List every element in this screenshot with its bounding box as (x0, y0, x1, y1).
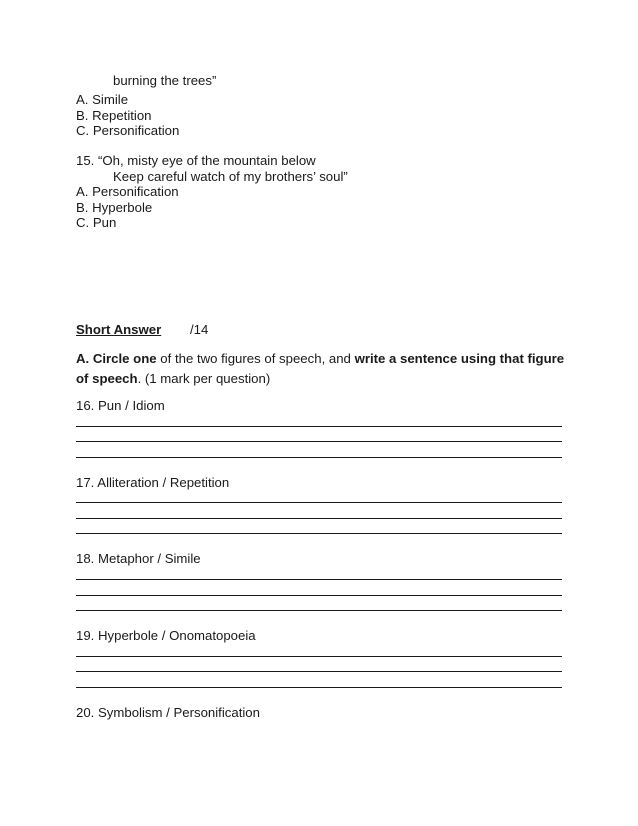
q19-answer-line-1[interactable] (76, 656, 562, 657)
q16-answer-line-1[interactable] (76, 426, 562, 427)
q16-answer-line-3[interactable] (76, 457, 562, 458)
q19-answer-line-3[interactable] (76, 687, 562, 688)
instructions-text-2: . (1 mark per question) (137, 371, 271, 386)
q14-option-c: C. Personification (76, 123, 180, 138)
instructions-bold-2: write a sentence using that figure of speech (76, 351, 565, 386)
q19-answer-line-2[interactable] (76, 671, 562, 672)
instructions (76, 349, 566, 389)
q14-option-a: A. Simile (76, 92, 129, 107)
q15-quote-line2: Keep careful watch of my brothers’ soul” (113, 169, 348, 184)
q15-option-c: C. Pun (76, 215, 117, 230)
q17-label: 17. Alliteration / Repetition (76, 475, 230, 490)
q14-quote-end: burning the trees” (113, 73, 217, 88)
q20-label: 20. Symbolism / Personification (76, 705, 260, 720)
q15-option-a: A. Personification (76, 184, 179, 199)
q15-option-b: B. Hyperbole (76, 200, 153, 215)
q18-answer-line-2[interactable] (76, 595, 562, 596)
q14-option-b: B. Repetition (76, 108, 152, 123)
q19-label: 19. Hyperbole / Onomatopoeia (76, 628, 256, 643)
q17-answer-line-2[interactable] (76, 518, 562, 519)
q18-answer-line-1[interactable] (76, 579, 562, 580)
q17-answer-line-3[interactable] (76, 533, 562, 534)
section-title: Short Answer (76, 322, 162, 337)
instructions-part-label: A. Circle one (76, 351, 157, 366)
section-marks: /14 (190, 322, 209, 337)
q16-label: 16. Pun / Idiom (76, 398, 165, 413)
instructions-text-1: of the two figures of speech, and (156, 351, 355, 366)
q18-answer-line-3[interactable] (76, 610, 562, 611)
q16-answer-line-2[interactable] (76, 441, 562, 442)
q15-quote-line1: 15. “Oh, misty eye of the mountain below (76, 153, 316, 168)
q18-label: 18. Metaphor / Simile (76, 551, 201, 566)
q17-answer-line-1[interactable] (76, 502, 562, 503)
